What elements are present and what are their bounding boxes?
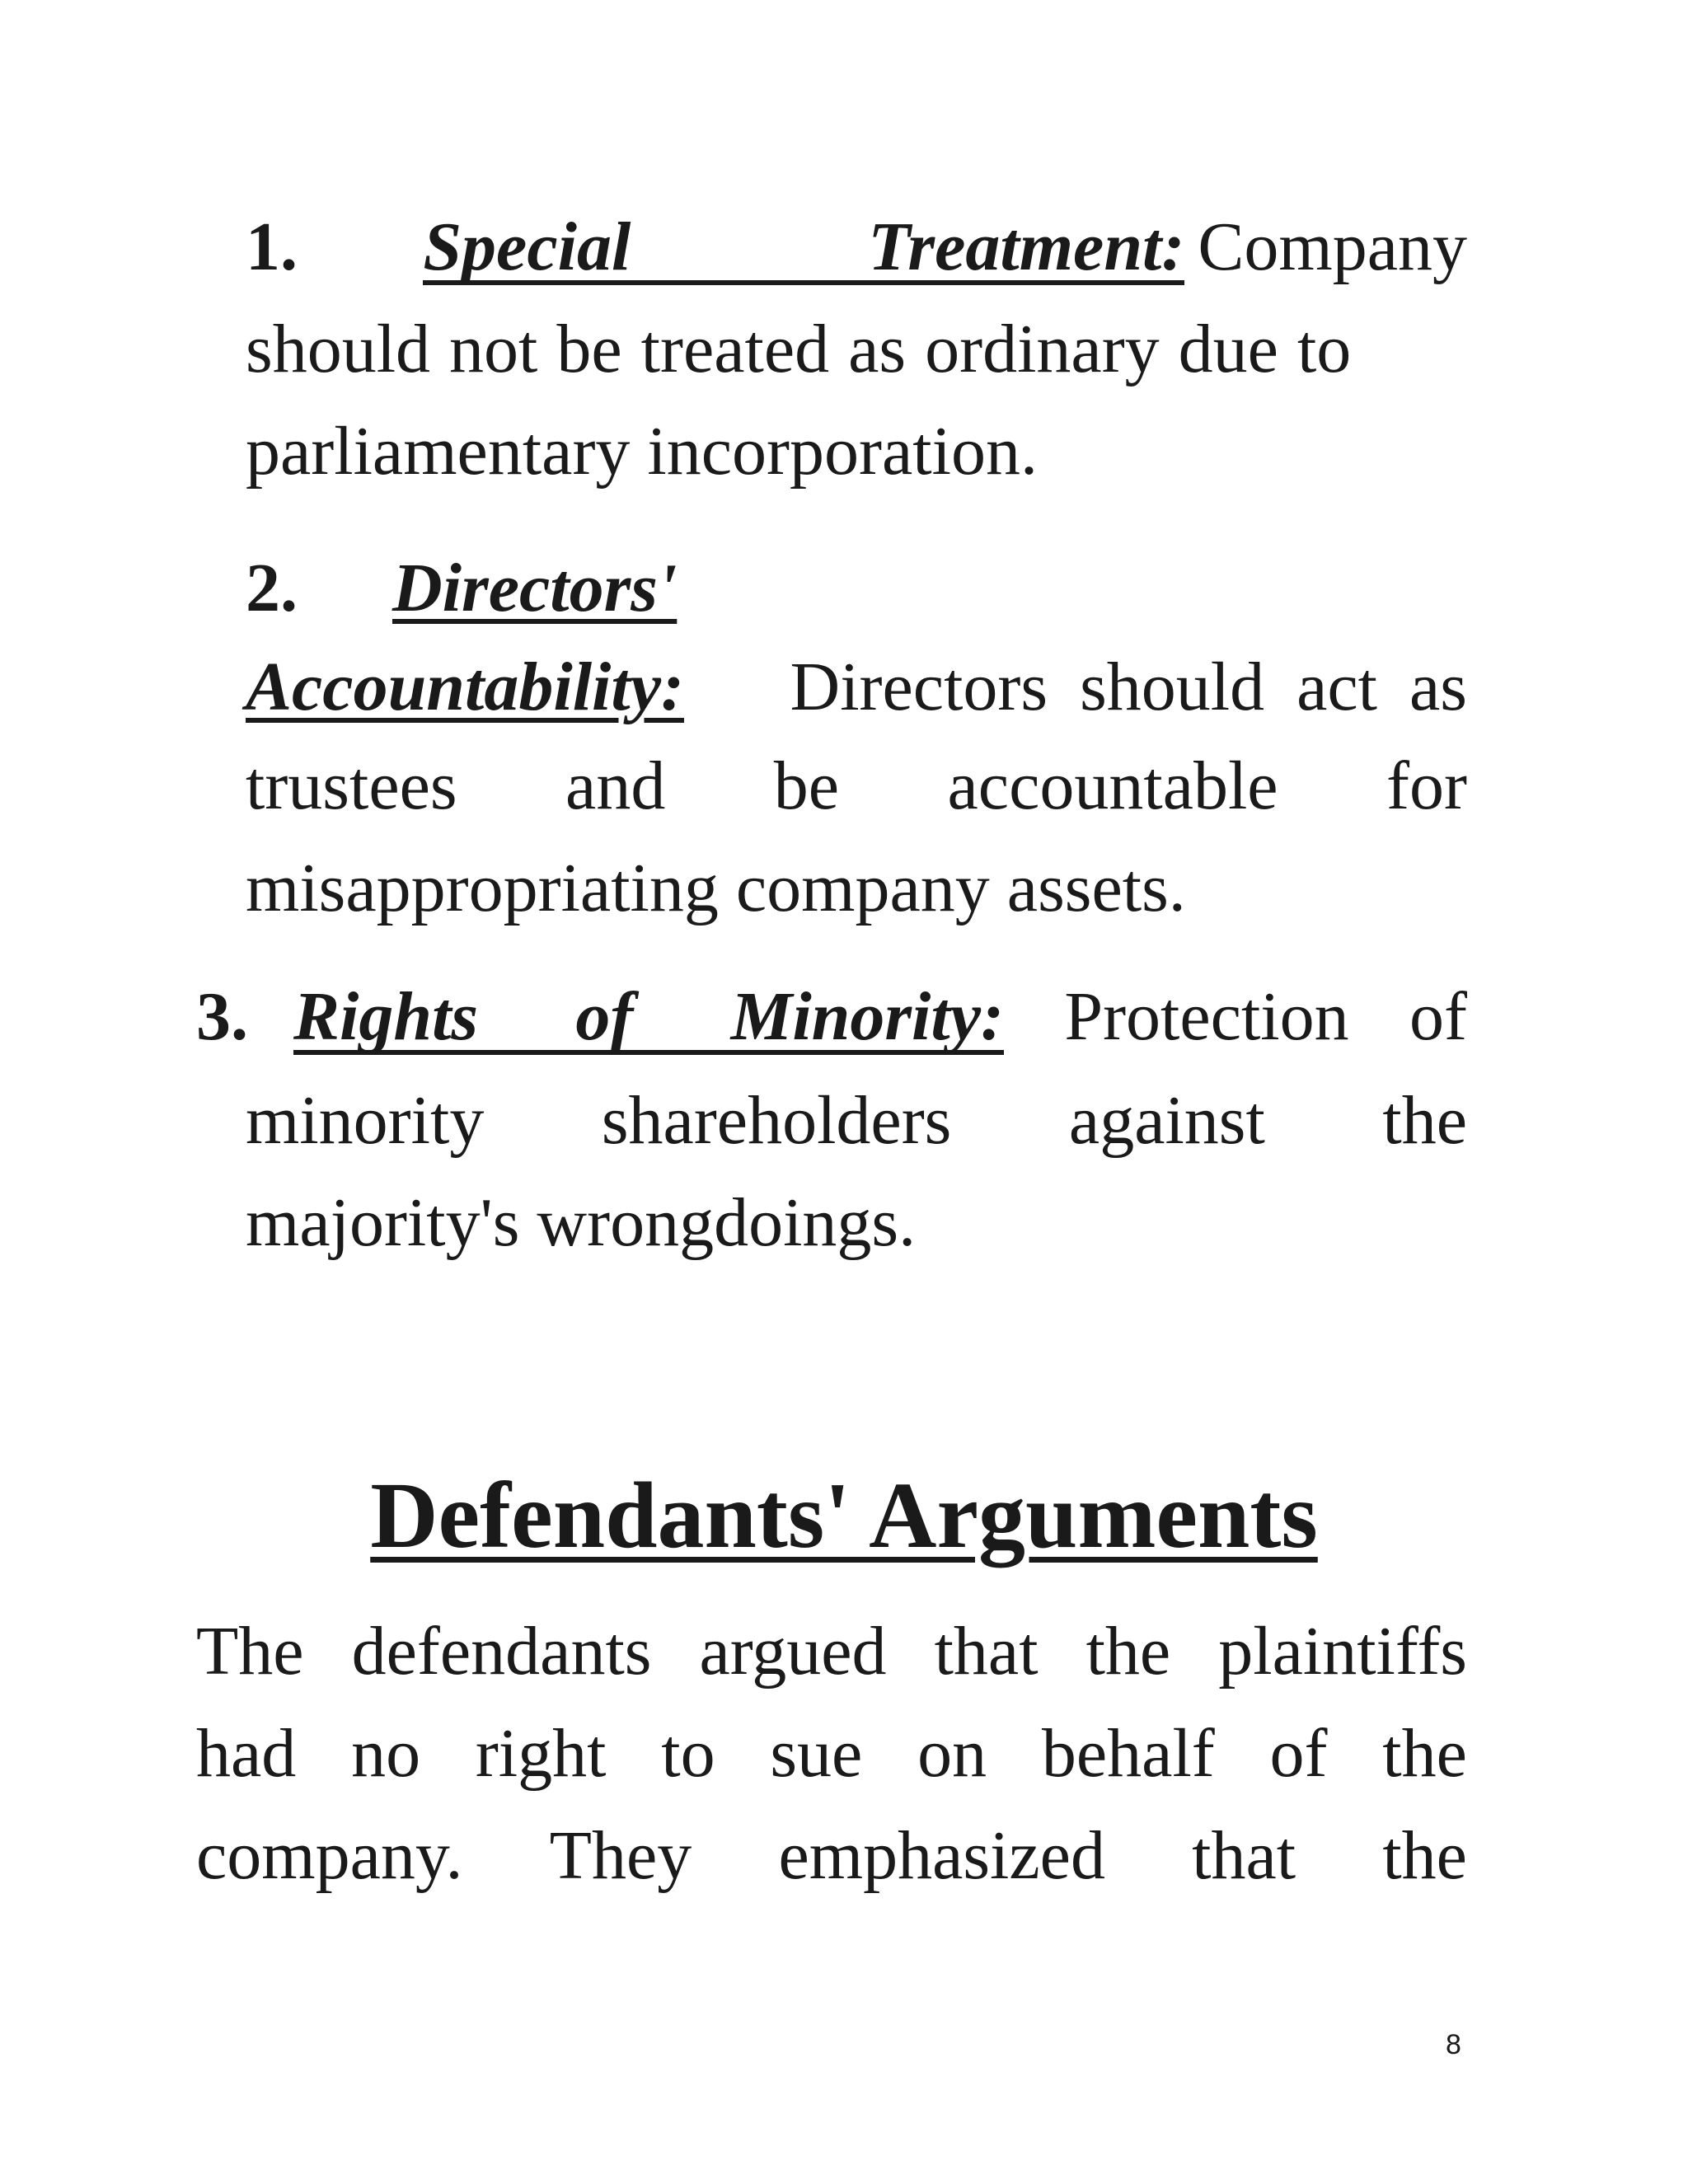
item-3-text-line-3: majority's wrongdoings.	[246, 1184, 917, 1261]
item-1-text-start: Company	[1198, 209, 1467, 285]
item-3-term: Rights of Minority:	[293, 978, 1004, 1055]
item-2-text-start: Directors should act as	[790, 649, 1467, 725]
item-1-number: 1.	[246, 209, 298, 285]
item-3-line-2: minority shareholders against the	[246, 1082, 1467, 1159]
item-3-line-1	[196, 978, 1467, 1055]
item-2-term-part-1: Directors'	[392, 550, 678, 626]
page-number: 8	[1446, 2029, 1461, 2060]
section-body-line-1: The defendants argued that the plaintiffs	[196, 1613, 1467, 1690]
item-2-text-line-3-w3: be	[773, 748, 840, 824]
item-2-line-3	[246, 748, 1467, 824]
item-3-line-3	[246, 1184, 917, 1261]
item-1-line-2	[246, 311, 1467, 387]
item-2-line-4	[246, 850, 1186, 926]
item-3-text-start-w2: of	[1409, 978, 1467, 1055]
section-body-line-2: had no right to sue on behalf of the	[196, 1715, 1467, 1792]
item-1-text-line-3: parliamentary incorporation.	[246, 413, 1038, 490]
item-2-term-part-2: Accountability:	[246, 649, 684, 725]
item-2-text-line-3-w1: trustees	[246, 748, 457, 824]
section-title: Defendants' Arguments	[370, 1463, 1318, 1568]
item-2-text-line-3-w4: accountable	[947, 748, 1278, 824]
item-1-term: Special Treatment:	[423, 209, 1185, 285]
item-2-text-line-3-w5: for	[1386, 748, 1467, 824]
item-1-text-line-2: should not be treated as ordinary due to	[246, 311, 1352, 387]
item-3-number: 3.	[196, 978, 248, 1055]
item-1-line-3	[246, 413, 1038, 490]
item-2-line-1	[246, 550, 678, 626]
item-3-text-start-w1: Protection	[1064, 978, 1349, 1055]
item-2-text-line-3-w2: and	[565, 748, 666, 824]
item-2-text-line-4: misappropriating company assets.	[246, 850, 1186, 926]
item-2-number: 2.	[246, 550, 298, 626]
section-body-line-3: company. They emphasized that the	[196, 1817, 1467, 1894]
item-1-line-1	[246, 209, 1467, 285]
item-2-line-2	[246, 649, 1467, 725]
